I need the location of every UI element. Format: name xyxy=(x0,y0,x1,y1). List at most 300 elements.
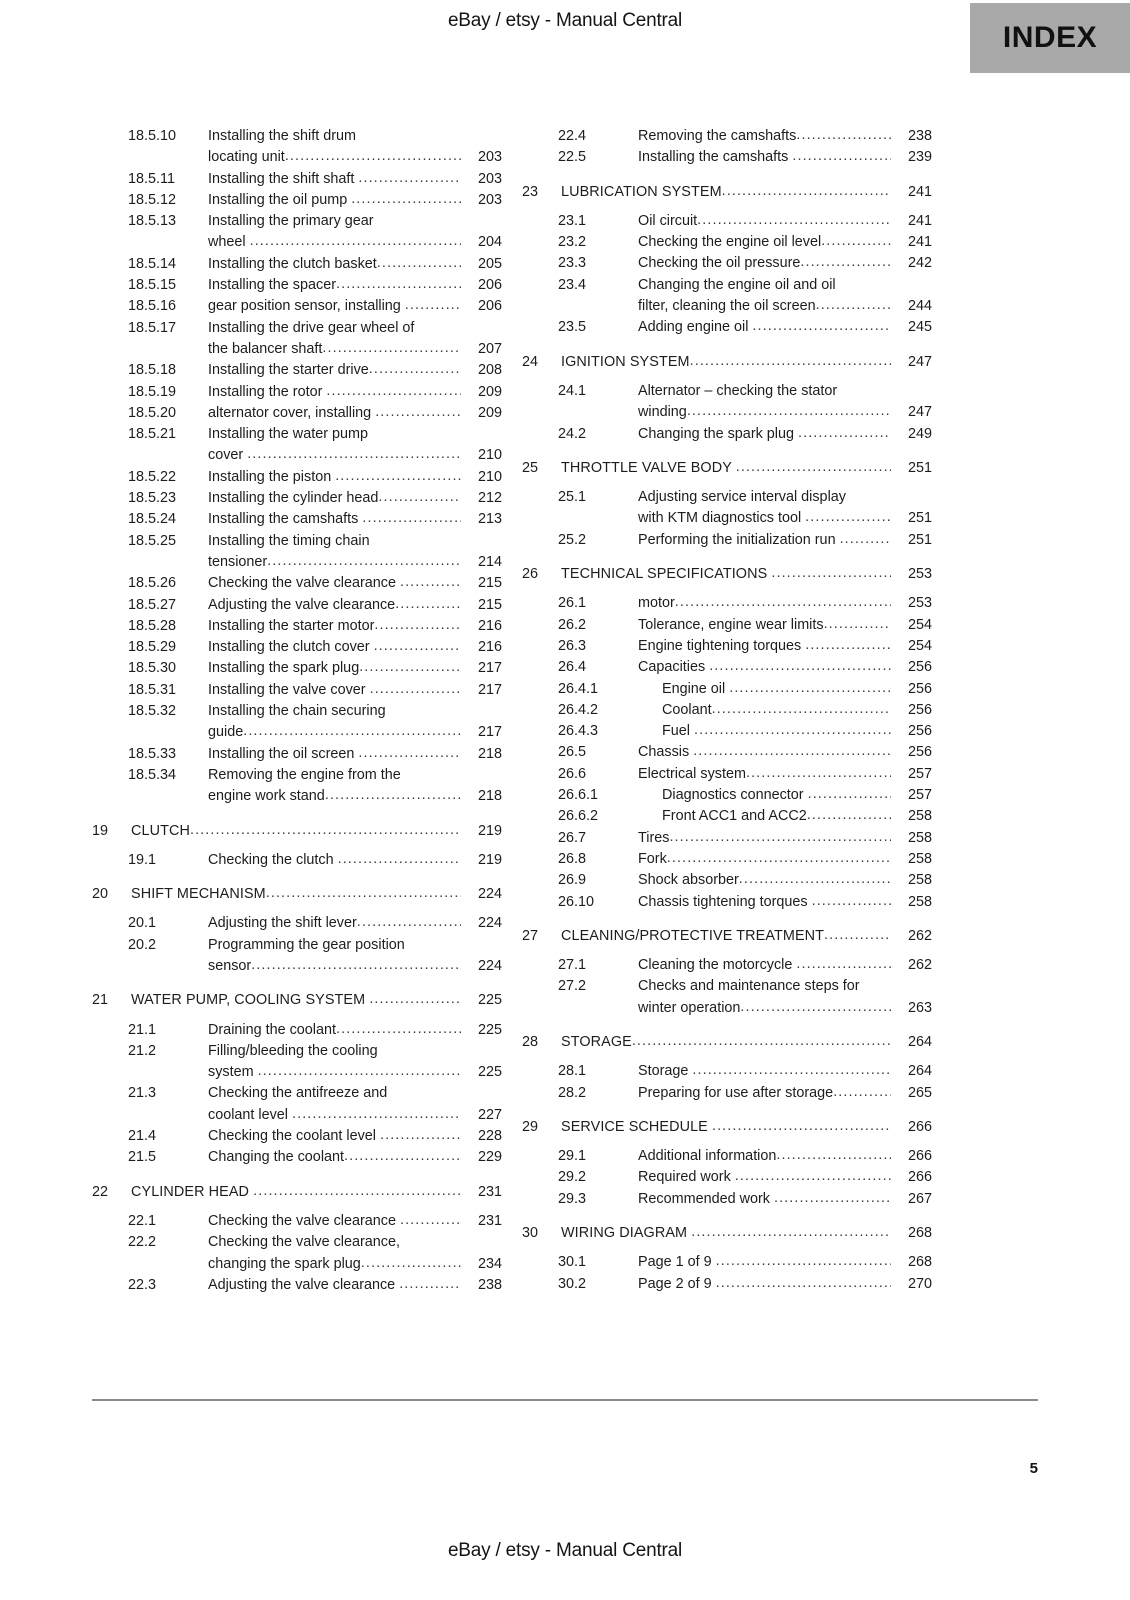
toc-entry-body xyxy=(638,1146,932,1167)
toc-entry-line xyxy=(638,742,932,763)
toc-entry-title: Adjusting the valve clearance xyxy=(208,596,396,613)
toc-entry-number: 18.5.14 xyxy=(128,255,177,272)
toc-leader-dots xyxy=(374,615,461,636)
toc-entry[interactable] xyxy=(522,764,932,785)
toc-entry[interactable] xyxy=(92,531,502,574)
toc-entry-number: 20 xyxy=(92,886,109,903)
toc-leader-dots xyxy=(816,295,891,316)
header-title: eBay / etsy - Manual Central xyxy=(447,10,683,31)
toc-entry[interactable] xyxy=(522,615,932,636)
toc-entry-number: 21.1 xyxy=(128,1021,157,1038)
toc-leader-dots xyxy=(336,274,461,295)
toc-leader-dots xyxy=(736,457,891,478)
index-tab[interactable] xyxy=(970,3,1130,73)
toc-entry[interactable] xyxy=(92,990,502,1011)
toc-leader-dots xyxy=(716,1273,891,1294)
toc-entry-body xyxy=(638,657,932,678)
toc-leader-dots xyxy=(336,1019,461,1040)
toc-entry[interactable] xyxy=(92,296,502,317)
toc-entry-line xyxy=(208,1062,502,1083)
toc-entry-title: Fork xyxy=(638,850,667,867)
toc-entry-body xyxy=(208,1275,502,1296)
toc-entry-page: 224 xyxy=(477,886,502,903)
toc-entry[interactable] xyxy=(522,253,932,274)
toc-entry-title: Engine oil xyxy=(662,680,730,697)
toc-entry-body xyxy=(638,742,932,763)
toc-entry[interactable] xyxy=(92,935,502,978)
toc-entry[interactable] xyxy=(522,785,932,806)
toc-entry-number: 20.2 xyxy=(128,936,157,953)
toc-entry-title: Adjusting the shift lever xyxy=(208,915,357,932)
toc-entry-body xyxy=(208,1211,502,1232)
toc-entry-page: 256 xyxy=(907,701,932,718)
toc-entry-number: 20.1 xyxy=(128,915,157,932)
toc-entry[interactable] xyxy=(522,381,932,424)
toc-entry-number: 23.4 xyxy=(558,276,587,293)
toc-entry-title: Changing the coolant xyxy=(208,1149,345,1166)
toc-entry[interactable] xyxy=(92,701,502,744)
toc-leader-dots xyxy=(400,572,461,593)
toc-entry-line xyxy=(131,884,502,905)
toc-entry[interactable] xyxy=(92,1275,502,1296)
toc-entry-body xyxy=(208,424,502,467)
toc-entry-body xyxy=(561,182,932,203)
toc-entry-title: Installing the camshafts xyxy=(638,149,793,166)
page-header xyxy=(0,0,1130,78)
toc-leader-dots xyxy=(632,1031,891,1052)
toc-entry-line xyxy=(638,147,932,168)
toc-entry[interactable] xyxy=(522,636,932,657)
toc-entry-page: 215 xyxy=(477,575,502,592)
toc-entry[interactable] xyxy=(92,1232,502,1275)
toc-entry[interactable] xyxy=(92,467,502,488)
toc-entry-number: 18.5.15 xyxy=(128,277,177,294)
toc-entry[interactable] xyxy=(522,828,932,849)
toc-entry-number: 22.5 xyxy=(558,149,587,166)
toc-entry-page: 218 xyxy=(477,745,502,762)
toc-entry[interactable] xyxy=(522,721,932,742)
toc-entry[interactable] xyxy=(92,616,502,637)
toc-entry-line xyxy=(208,1147,502,1168)
toc-entry-title: Installing the primary gear xyxy=(208,213,374,230)
toc-entry-number: 28.1 xyxy=(558,1063,587,1080)
toc-entry[interactable] xyxy=(522,1146,932,1167)
toc-entry-page: 254 xyxy=(907,637,932,654)
toc-entry[interactable] xyxy=(522,487,932,530)
toc-entry-body xyxy=(208,1083,502,1126)
toc-entry-page: 251 xyxy=(907,510,932,527)
toc-entry-line xyxy=(208,1126,502,1147)
toc-entry-title: Removing the camshafts xyxy=(638,128,797,144)
toc-entry-body xyxy=(638,253,932,274)
toc-entry-title: Checking the engine oil level xyxy=(638,234,822,251)
toc-entry[interactable] xyxy=(522,679,932,700)
toc-entry-body xyxy=(638,424,932,445)
toc-entry-body xyxy=(638,593,932,614)
toc-entry-number: 18.5.33 xyxy=(128,745,177,762)
toc-entry[interactable] xyxy=(92,658,502,679)
toc-entry-line xyxy=(638,870,932,891)
toc-leader-dots xyxy=(243,721,461,742)
toc-leader-dots xyxy=(712,1116,891,1137)
toc-entry[interactable] xyxy=(92,850,502,871)
toc-entry[interactable] xyxy=(522,1167,932,1188)
toc-entry-line xyxy=(638,998,932,1019)
toc-entry-page: 258 xyxy=(907,829,932,846)
toc-entry-title-cont: the balancer shaft xyxy=(208,340,323,357)
toc-entry-title: Installing the spacer xyxy=(208,277,336,294)
toc-entry[interactable] xyxy=(522,317,932,338)
toc-entry-line xyxy=(208,595,502,616)
toc-entry-title: Installing the drive gear wheel of xyxy=(208,319,415,336)
toc-leader-dots xyxy=(824,614,891,635)
toc-entry-line xyxy=(638,1167,932,1188)
toc-leader-dots xyxy=(375,402,461,423)
toc-entry-page: 239 xyxy=(907,149,932,166)
toc-entry[interactable] xyxy=(92,884,502,905)
toc-entry[interactable] xyxy=(92,1211,502,1232)
toc-entry-body xyxy=(638,126,932,147)
toc-entry-page: 209 xyxy=(477,383,502,400)
toc-entry[interactable] xyxy=(522,892,932,913)
toc-entry-body xyxy=(561,1117,932,1138)
toc-entry-page: 206 xyxy=(477,298,502,315)
toc-entry-title: Alternator – checking the stator xyxy=(638,382,838,399)
toc-entry[interactable] xyxy=(522,1061,932,1082)
toc-entry[interactable] xyxy=(522,530,932,551)
toc-entry-line xyxy=(638,849,932,870)
toc-entry-page: 258 xyxy=(907,850,932,867)
toc-entry-page: 217 xyxy=(477,660,502,677)
toc-entry-page: 214 xyxy=(477,553,502,570)
toc-entry-page: 208 xyxy=(477,362,502,379)
toc-leader-dots xyxy=(800,252,891,273)
toc-entry[interactable] xyxy=(522,1223,932,1244)
toc-entry[interactable] xyxy=(92,1147,502,1168)
toc-entry[interactable] xyxy=(522,458,932,479)
toc-entry-line xyxy=(638,296,932,317)
toc-entry-title: Tolerance, engine wear limits xyxy=(638,616,824,633)
toc-entry-body xyxy=(208,190,502,211)
toc-entry[interactable] xyxy=(92,1041,502,1084)
toc-entry-page: 268 xyxy=(907,1225,932,1242)
toc-entry[interactable] xyxy=(522,147,932,168)
toc-entry-body xyxy=(208,531,502,574)
toc-entry-body xyxy=(131,990,502,1011)
toc-entry-number: 24 xyxy=(522,353,539,370)
toc-entry[interactable] xyxy=(522,1083,932,1104)
toc-entry[interactable] xyxy=(522,955,932,976)
toc-leader-dots xyxy=(357,912,461,933)
toc-leader-dots xyxy=(694,720,891,741)
toc-leader-dots xyxy=(669,827,891,848)
toc-leader-dots xyxy=(739,869,891,890)
toc-leader-dots xyxy=(752,316,891,337)
toc-entry-title: Installing the cylinder head xyxy=(208,490,379,507)
toc-entry-line xyxy=(208,190,502,211)
toc-entry-body xyxy=(638,1061,932,1082)
toc-entry[interactable] xyxy=(522,352,932,373)
toc-entry[interactable] xyxy=(92,913,502,934)
toc-entry-page: 219 xyxy=(477,851,502,868)
toc-entry[interactable] xyxy=(92,403,502,424)
toc-entry-page: 203 xyxy=(477,149,502,166)
toc-entry-page: 238 xyxy=(907,128,932,144)
toc-entry[interactable] xyxy=(522,926,932,947)
toc-entry[interactable] xyxy=(522,126,932,147)
toc-entry-line xyxy=(208,913,502,934)
toc-entry-page: 257 xyxy=(907,787,932,804)
toc-entry-body xyxy=(208,275,502,296)
toc-entry-page: 251 xyxy=(907,531,932,548)
toc-entry-page: 249 xyxy=(907,425,932,442)
toc-entry[interactable] xyxy=(522,1274,932,1295)
toc-entry-title-cont: locating unit xyxy=(208,149,285,166)
toc-entry-page: 267 xyxy=(907,1190,932,1207)
toc-entry[interactable] xyxy=(92,488,502,509)
toc-entry-page: 268 xyxy=(907,1254,932,1271)
toc-entry-line xyxy=(561,182,932,203)
toc-entry[interactable] xyxy=(92,821,502,842)
toc-entry[interactable] xyxy=(522,182,932,203)
toc-leader-dots xyxy=(807,805,891,826)
footer-title: eBay / etsy - Manual Central xyxy=(447,1540,683,1561)
toc-entry[interactable] xyxy=(92,573,502,594)
toc-entry-number: 18.5.10 xyxy=(128,128,177,144)
toc-entry-body xyxy=(638,275,932,318)
toc-entry[interactable] xyxy=(92,254,502,275)
toc-entry-page: 213 xyxy=(477,511,502,528)
toc-entry-line xyxy=(208,637,502,658)
toc-entry-title: Chassis tightening torques xyxy=(638,893,812,910)
toc-entry-number: 23.3 xyxy=(558,255,587,272)
toc-entry-page: 244 xyxy=(907,298,932,315)
toc-entry-line xyxy=(638,253,932,274)
toc-entry-line xyxy=(208,169,502,190)
toc-entry-page: 217 xyxy=(477,681,502,698)
toc-entry[interactable] xyxy=(522,1032,932,1053)
toc-entry-line xyxy=(638,636,932,657)
toc-entry[interactable] xyxy=(522,657,932,678)
toc-entry-page: 257 xyxy=(907,765,932,782)
toc-entry-line xyxy=(662,806,932,827)
toc-entry-number: 18.5.29 xyxy=(128,639,177,656)
toc-entry-number: 26 xyxy=(522,566,539,583)
toc-entry-body xyxy=(208,680,502,701)
toc-entry-line xyxy=(208,552,502,573)
toc-entry[interactable] xyxy=(92,680,502,701)
toc-entry-body xyxy=(131,1182,502,1203)
toc-entry[interactable] xyxy=(92,169,502,190)
toc-entry-page: 225 xyxy=(477,1021,502,1038)
toc-entry[interactable] xyxy=(92,1126,502,1147)
toc-entry[interactable] xyxy=(92,1182,502,1203)
toc-entry-body xyxy=(638,1083,932,1104)
toc-leader-dots xyxy=(675,592,891,613)
toc-entry[interactable] xyxy=(92,382,502,403)
toc-entry-line xyxy=(638,615,932,636)
toc-entry-title: Removing the engine from the xyxy=(208,766,401,783)
toc-entry[interactable] xyxy=(92,424,502,467)
toc-entry-page: 253 xyxy=(907,595,932,612)
toc-entry-line xyxy=(208,339,502,360)
toc-entry[interactable] xyxy=(522,849,932,870)
toc-entry-line xyxy=(561,564,932,585)
toc-entry-body xyxy=(208,1041,502,1084)
toc-entry-number: 18.5.24 xyxy=(128,511,177,528)
toc-entry-body xyxy=(638,870,932,891)
toc-leader-dots xyxy=(712,699,891,720)
toc-entry-title: motor xyxy=(638,595,675,612)
toc-entry-body xyxy=(131,821,502,842)
toc-entry[interactable] xyxy=(92,765,502,808)
toc-entry-page: 258 xyxy=(907,872,932,889)
toc-entry-line xyxy=(638,424,932,445)
toc-entry[interactable] xyxy=(92,211,502,254)
toc-entry-page: 231 xyxy=(477,1212,502,1229)
toc-entry-number: 27.2 xyxy=(558,978,587,995)
toc-entry-title: Oil circuit xyxy=(638,212,698,229)
toc-entry[interactable] xyxy=(522,564,932,585)
toc-entry-number: 21 xyxy=(92,992,109,1009)
toc-leader-dots xyxy=(267,551,461,572)
toc-entry[interactable] xyxy=(92,360,502,381)
footer-divider xyxy=(92,1399,1038,1401)
toc-leader-dots xyxy=(358,743,461,764)
toc-entry-line xyxy=(638,211,932,232)
toc-leader-dots xyxy=(251,955,461,976)
toc-entry-line xyxy=(208,1211,502,1232)
toc-entry-title: Installing the timing chain xyxy=(208,532,370,549)
toc-entry-body xyxy=(638,849,932,870)
toc-entry-page: 225 xyxy=(477,1064,502,1081)
toc-leader-dots xyxy=(833,1082,891,1103)
toc-entry-body xyxy=(208,1147,502,1168)
toc-entry-line xyxy=(208,573,502,594)
toc-entry-page: 216 xyxy=(477,639,502,656)
toc-entry-body xyxy=(208,509,502,530)
toc-entry[interactable] xyxy=(522,232,932,253)
toc-entry-body xyxy=(638,721,932,742)
toc-entry-number: 18.5.26 xyxy=(128,575,177,592)
toc-entry-title: Preparing for use after storage xyxy=(638,1084,834,1101)
toc-entry-body xyxy=(208,488,502,509)
toc-entry[interactable] xyxy=(522,806,932,827)
toc-entry-line xyxy=(208,403,502,424)
toc-entry-title: Installing the spark plug xyxy=(208,660,360,677)
toc-leader-dots xyxy=(325,785,461,806)
toc-entry-body xyxy=(208,467,502,488)
toc-entry-number: 18.5.17 xyxy=(128,319,177,336)
toc-entry[interactable] xyxy=(92,1020,502,1041)
toc-entry[interactable] xyxy=(92,318,502,361)
toc-entry[interactable] xyxy=(522,211,932,232)
toc-entry-page: 254 xyxy=(907,616,932,633)
toc-entry-title: Changing the engine oil and oil xyxy=(638,276,836,293)
toc-leader-dots xyxy=(774,1188,891,1209)
toc-entry[interactable] xyxy=(522,700,932,721)
toc-entry-body xyxy=(208,1020,502,1041)
toc-entry[interactable] xyxy=(522,742,932,763)
toc-entry[interactable] xyxy=(522,593,932,614)
toc-entry[interactable] xyxy=(522,976,932,1019)
toc-entry-body xyxy=(208,211,502,254)
toc-entry[interactable] xyxy=(92,1083,502,1126)
toc-leader-dots xyxy=(258,1061,461,1082)
toc-entry[interactable] xyxy=(92,744,502,765)
toc-entry-body xyxy=(208,744,502,765)
toc-entry[interactable] xyxy=(522,1252,932,1273)
toc-entry-title-cont: changing the spark plug xyxy=(208,1255,361,1272)
toc-entry-body xyxy=(638,636,932,657)
toc-entry[interactable] xyxy=(522,275,932,318)
toc-entry-number: 18.5.27 xyxy=(128,596,177,613)
toc-entry-title: SHIFT MECHANISM xyxy=(131,886,266,903)
toc-leader-dots xyxy=(687,401,891,422)
toc-entry-number: 24.1 xyxy=(558,382,587,399)
page-number: 5 xyxy=(1029,1460,1038,1477)
toc-entry-body xyxy=(561,564,932,585)
toc-entry-title: WATER PUMP, COOLING SYSTEM xyxy=(131,992,370,1009)
toc-entry-line xyxy=(638,402,932,423)
toc-entry-number: 27.1 xyxy=(558,957,587,974)
toc-entry-title: Recommended work xyxy=(638,1190,774,1207)
toc-entry-body xyxy=(638,615,932,636)
toc-entry[interactable] xyxy=(92,637,502,658)
toc-entry-number: 30 xyxy=(522,1225,539,1242)
toc-entry-number: 18.5.34 xyxy=(128,766,177,783)
toc-entry-page: 231 xyxy=(477,1183,502,1200)
toc-leader-dots xyxy=(729,678,891,699)
toc-entry-line xyxy=(662,721,932,742)
toc-entry-title: Installing the shift drum xyxy=(208,128,356,144)
toc-entry-number: 21.2 xyxy=(128,1042,157,1059)
toc-entry-title: LUBRICATION SYSTEM xyxy=(561,183,722,200)
toc-entry-line xyxy=(561,352,932,373)
toc-entry-body xyxy=(638,764,932,785)
toc-entry-title-cont: with KTM diagnostics tool xyxy=(638,510,806,527)
toc-entry[interactable] xyxy=(92,126,502,169)
toc-entry-page: 217 xyxy=(477,724,502,741)
toc-entry-number: 18.5.13 xyxy=(128,213,177,230)
toc-entry-title: Installing the valve cover xyxy=(208,681,370,698)
toc-entry[interactable] xyxy=(522,1189,932,1210)
toc-leader-dots xyxy=(338,849,461,870)
toc-leader-dots xyxy=(395,594,461,615)
toc-entry-title: Shock absorber xyxy=(638,872,739,889)
toc-entry-page: 251 xyxy=(907,459,932,476)
toc-entry[interactable] xyxy=(522,1117,932,1138)
toc-entry[interactable] xyxy=(92,595,502,616)
toc-entry-body xyxy=(561,926,932,947)
toc-entry[interactable] xyxy=(522,870,932,891)
toc-entry[interactable] xyxy=(92,509,502,530)
toc-entry-title-cont: engine work stand xyxy=(208,788,325,805)
toc-entry[interactable] xyxy=(92,275,502,296)
toc-entry-page: 266 xyxy=(907,1118,932,1135)
toc-entry-number: 18.5.25 xyxy=(128,532,177,549)
toc-entry-title: CYLINDER HEAD xyxy=(131,1183,254,1200)
toc-entry-number: 23.1 xyxy=(558,212,587,229)
toc-entry-line xyxy=(561,1117,932,1138)
toc-entry[interactable] xyxy=(522,424,932,445)
toc-entry-line xyxy=(208,850,502,871)
toc-entry-page: 256 xyxy=(907,744,932,761)
toc-entry[interactable] xyxy=(92,190,502,211)
toc-entry-body xyxy=(561,352,932,373)
toc-entry-body xyxy=(208,360,502,381)
toc-leader-dots xyxy=(776,1145,891,1166)
